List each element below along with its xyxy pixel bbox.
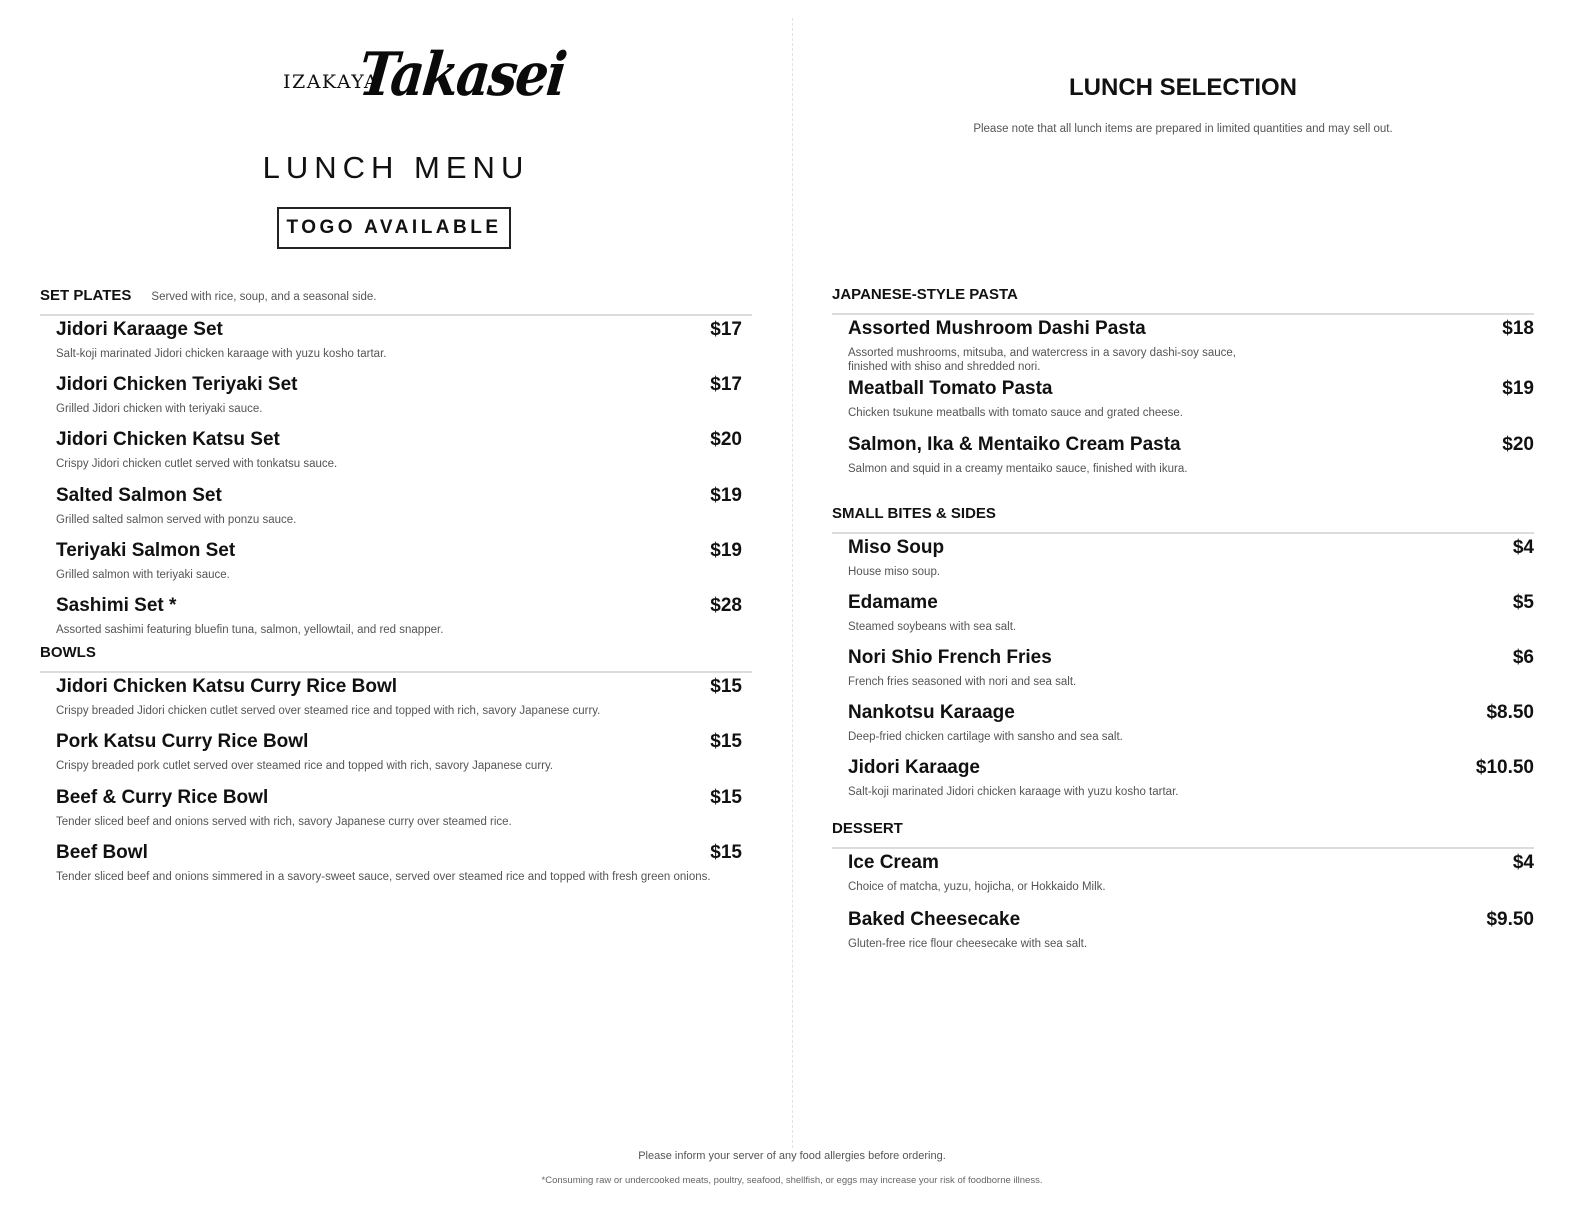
item-price: $9.50: [1486, 909, 1534, 930]
logo-prefix: IZAKAYA: [283, 71, 380, 93]
menu-item: [848, 434, 1534, 476]
item-description: Tender sliced beef and onions simmered in a savory-sweet sauce, served over steamed rice and topped with fresh green onions.: [56, 871, 711, 883]
item-price: $20: [710, 429, 742, 450]
item-name: Meatball Tomato Pasta: [848, 378, 1053, 399]
item-price: $4: [1512, 852, 1534, 873]
menu-item: [848, 702, 1534, 744]
item-name: Nankotsu Karaage: [848, 702, 1015, 723]
item-description: Assorted mushrooms, mitsuba, and watercress in a savory dashi-soy sauce, finished with shiso and shredded nori.: [848, 347, 1236, 373]
menu-items: [40, 319, 752, 637]
section-header: [40, 287, 752, 316]
section-set-plates: [40, 287, 752, 637]
page-title: LUNCH MENU: [262, 150, 530, 185]
menu-item: [56, 319, 752, 361]
item-name: Sashimi Set *: [56, 595, 177, 616]
menu-item: [56, 595, 752, 637]
restaurant-logo: [283, 40, 569, 120]
item-description: Tender sliced beef and onions served with rich, savory Japanese curry over steamed rice.: [56, 816, 512, 828]
item-description: Grilled Jidori chicken with teriyaki sauce.: [56, 403, 263, 415]
menu-item: [848, 592, 1534, 634]
section-title: JAPANESE-STYLE PASTA: [832, 286, 1018, 303]
item-price: $6: [1512, 647, 1534, 668]
item-name: Assorted Mushroom Dashi Pasta: [848, 318, 1146, 339]
item-name: Beef Bowl: [56, 842, 148, 863]
item-price: $15: [710, 731, 742, 752]
selection-title: LUNCH SELECTION: [1069, 74, 1297, 101]
item-description: Crispy breaded Jidori chicken cutlet served over steamed rice and topped with rich, savory Japanese curry.: [56, 705, 601, 717]
item-description: Grilled salted salmon served with ponzu sauce.: [56, 514, 297, 526]
item-price: $4: [1512, 537, 1534, 558]
menu-item: [56, 429, 752, 471]
item-price: $15: [710, 787, 742, 808]
selection-note: Please note that all lunch items are prepared in limited quantities and may sell out.: [973, 123, 1393, 135]
item-price: $18: [1502, 318, 1534, 339]
togo-badge: TOGO AVAILABLE: [277, 207, 511, 249]
menu-item: [56, 540, 752, 582]
item-price: $19: [1502, 378, 1534, 399]
item-price: $19: [710, 540, 742, 561]
item-name: Jidori Karaage Set: [56, 319, 223, 340]
menu-item: [56, 485, 752, 527]
item-price: $20: [1502, 434, 1534, 455]
menu-item: [848, 852, 1534, 894]
item-name: Teriyaki Salmon Set: [56, 540, 236, 561]
item-description: Grilled salmon with teriyaki sauce.: [56, 569, 230, 581]
item-name: Ice Cream: [848, 852, 939, 873]
item-name: Jidori Chicken Teriyaki Set: [56, 374, 298, 395]
menu-item: [56, 731, 752, 773]
item-description: French fries seasoned with nori and sea salt.: [848, 676, 1077, 688]
item-price: $17: [710, 374, 742, 395]
section-title: DESSERT: [832, 820, 903, 837]
item-name: Jidori Karaage: [848, 757, 980, 778]
item-description: Crispy Jidori chicken cutlet served with tonkatsu sauce.: [56, 458, 338, 470]
item-price: $10.50: [1475, 757, 1534, 778]
item-description: Salmon and squid in a creamy mentaiko sauce, finished with ikura.: [848, 463, 1188, 475]
menu-item: [848, 537, 1534, 579]
menu-items: [40, 676, 752, 884]
section-japanese-pasta: [832, 286, 1534, 476]
menu-item: [848, 757, 1534, 799]
section-header: [832, 820, 1534, 849]
menu-item: [848, 909, 1534, 951]
item-price: $15: [710, 842, 742, 863]
item-description: Choice of matcha, yuzu, hojicha, or Hokkaido Milk.: [848, 881, 1106, 893]
item-price: $15: [710, 676, 742, 697]
column-divider: [792, 18, 793, 1148]
item-price: $8.50: [1486, 702, 1534, 723]
item-description: Deep-fried chicken cartilage with sansho and sea salt.: [848, 731, 1123, 743]
menu-items: [832, 318, 1534, 476]
item-name: Salmon, Ika & Mentaiko Cream Pasta: [848, 434, 1181, 455]
menu-item: [56, 787, 752, 829]
item-description: Crispy breaded pork cutlet served over steamed rice and topped with rich, savory Japanese curry.: [56, 760, 554, 772]
section-note: Served with rice, soup, and a seasonal side.: [151, 291, 377, 303]
section-header: [832, 505, 1534, 534]
menu-items: [832, 537, 1534, 799]
section-bowls: [40, 644, 752, 884]
item-description: House miso soup.: [848, 566, 941, 578]
item-name: Baked Cheesecake: [848, 909, 1021, 930]
menu-items: [832, 852, 1534, 951]
section-header: [832, 286, 1534, 315]
section-header: [40, 644, 752, 673]
item-price: $28: [710, 595, 742, 616]
item-description: Gluten-free rice flour cheesecake with sea salt.: [848, 938, 1088, 950]
item-description: Steamed soybeans with sea salt.: [848, 621, 1017, 633]
section-title: SET PLATES: [40, 287, 132, 304]
menu-item: [56, 842, 752, 884]
foodborne-disclaimer: *Consuming raw or undercooked meats, poultry, seafood, shellfish, or eggs may increase your risk of foodborne illness.: [541, 1175, 1043, 1186]
item-price: $19: [710, 485, 742, 506]
section-small-bites: [832, 505, 1534, 799]
item-name: Salted Salmon Set: [56, 485, 222, 506]
item-description: Salt-koji marinated Jidori chicken karaage with yuzu kosho tartar.: [56, 348, 387, 360]
item-description: Assorted sashimi featuring bluefin tuna, salmon, yellowtail, and red snapper.: [56, 624, 444, 636]
item-description: Chicken tsukune meatballs with tomato sauce and grated cheese.: [848, 407, 1183, 419]
menu-item: [848, 378, 1534, 420]
item-name: Pork Katsu Curry Rice Bowl: [56, 731, 309, 752]
logo-brand: Takasei: [355, 40, 569, 111]
item-name: Jidori Chicken Katsu Curry Rice Bowl: [56, 676, 398, 697]
allergy-notice: Please inform your server of any food allergies before ordering.: [638, 1150, 946, 1162]
item-name: Beef & Curry Rice Bowl: [56, 787, 269, 808]
item-name: Jidori Chicken Katsu Set: [56, 429, 280, 450]
item-price: $5: [1512, 592, 1534, 613]
section-dessert: [832, 820, 1534, 951]
item-name: Edamame: [848, 592, 938, 613]
item-price: $17: [710, 319, 742, 340]
section-title: SMALL BITES & SIDES: [832, 505, 996, 522]
menu-item: [848, 647, 1534, 689]
menu-item: [848, 318, 1534, 374]
section-title: BOWLS: [40, 644, 96, 661]
menu-item: [56, 676, 752, 718]
item-description: Salt-koji marinated Jidori chicken karaage with yuzu kosho tartar.: [848, 786, 1179, 798]
menu-item: [56, 374, 752, 416]
item-name: Nori Shio French Fries: [848, 647, 1052, 668]
item-name: Miso Soup: [848, 537, 945, 558]
